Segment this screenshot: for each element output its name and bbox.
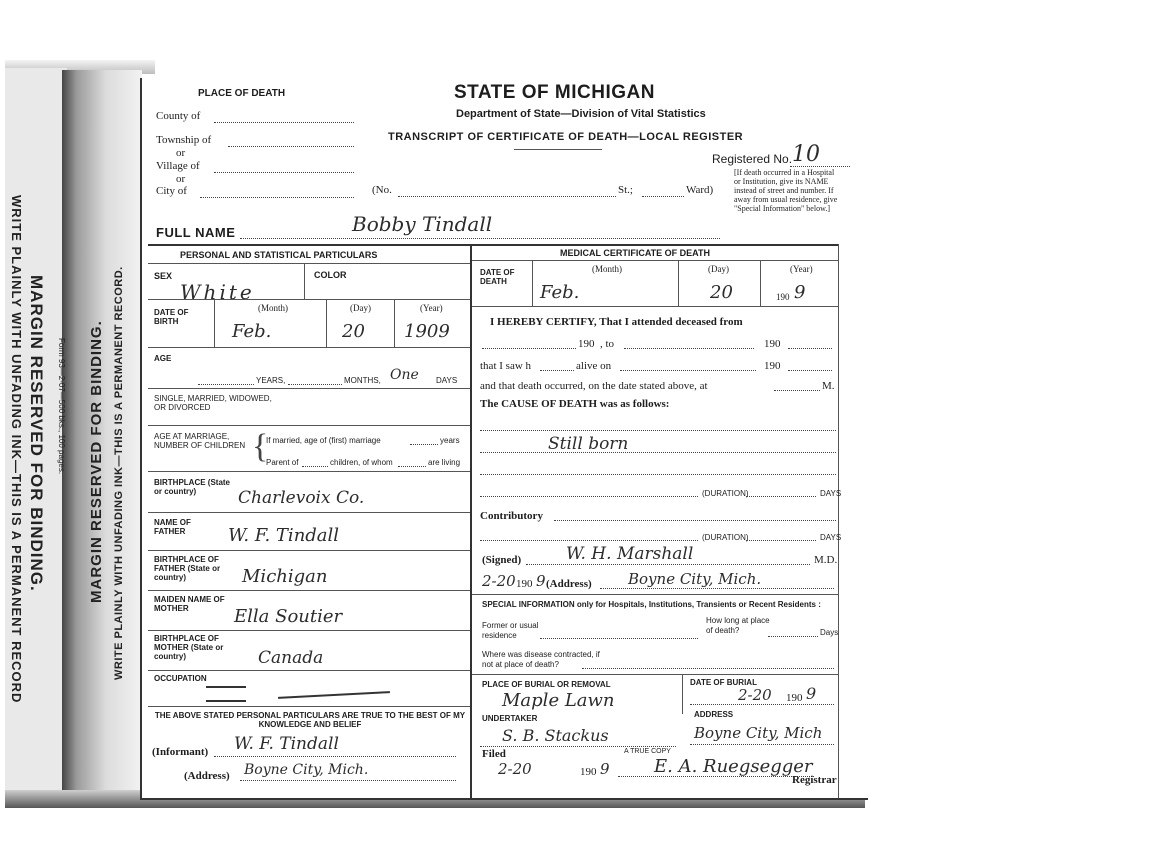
- medical-heading: MEDICAL CERTIFICATE OF DEATH: [560, 248, 710, 258]
- margin-write-outer: WRITE PLAINLY WITH UNFADING INK—THIS IS A PERMANENT RECORD: [9, 195, 24, 704]
- state-title: STATE OF MICHIGAN: [454, 82, 655, 103]
- registered-number: 10: [792, 142, 820, 167]
- from-190: 190: [578, 338, 595, 350]
- burial-year-suffix: 9: [806, 684, 817, 703]
- form-number: Form 93—2-07—500 bks., 100 pages.: [57, 338, 66, 475]
- sign-190: 190: [516, 578, 533, 590]
- alive-on-label: alive on: [576, 360, 612, 372]
- undertaker-address-label: ADDRESS: [694, 710, 734, 719]
- how-long-label: How long at place of death?: [706, 616, 770, 635]
- undertaker-label: UNDERTAKER: [482, 714, 538, 723]
- death-year-prefix: 190: [776, 292, 790, 302]
- full-name-label: FULL NAME: [156, 225, 236, 240]
- parent-of: Parent of: [266, 458, 299, 467]
- full-name-value: Bobby Tindall: [352, 212, 493, 236]
- contributory-label: Contributory: [480, 510, 543, 522]
- margin-binding-inner: MARGIN RESERVED FOR BINDING.: [88, 320, 105, 603]
- signed-label: (Signed): [482, 554, 522, 566]
- age-years: YEARS,: [256, 376, 286, 385]
- burial-date-label: DATE OF BURIAL: [690, 678, 757, 687]
- death-day-h: (Day): [708, 264, 729, 274]
- saw-label: that I saw h: [480, 360, 532, 372]
- street-st-label: St.;: [618, 184, 633, 196]
- father-birthplace-label: BIRTHPLACE OF FATHER (State or country): [154, 555, 221, 582]
- brace-icon: {: [252, 428, 269, 465]
- or-2: or: [176, 173, 186, 185]
- registrar-signature: E. A. Ruegsegger: [654, 756, 813, 777]
- age-days-value: One: [390, 367, 419, 383]
- to-190: 190: [764, 338, 781, 350]
- mother-birthplace-label: BIRTHPLACE OF MOTHER (State or country): [154, 634, 224, 661]
- informant-address-value: Boyne City, Mich.: [244, 762, 369, 778]
- registrar-label: Registrar: [792, 774, 837, 786]
- death-day: 20: [710, 282, 733, 303]
- dob-month-h: (Month): [258, 303, 288, 313]
- or-1: or: [176, 147, 186, 159]
- days-3: Days: [820, 628, 839, 637]
- dob-label: DATE OF BIRTH: [154, 308, 189, 326]
- filed-label: Filed: [482, 748, 506, 760]
- dob-year-h: (Year): [420, 303, 443, 313]
- dob-month: Feb.: [232, 321, 272, 342]
- age-marriage-label: AGE AT MARRIAGE, NUMBER OF CHILDREN: [154, 432, 246, 450]
- father-value: W. F. Tindall: [228, 525, 340, 546]
- where-contracted: Where was disease contracted, if not at place of death?: [482, 650, 600, 669]
- sign-date: 2-20: [482, 572, 516, 590]
- days-1: DAYS: [820, 489, 842, 498]
- days-2: DAYS: [820, 533, 842, 542]
- informant-label: (Informant): [152, 746, 209, 758]
- cause-intro: The CAUSE OF DEATH was as follows:: [480, 398, 670, 410]
- dob-day-h: (Day): [350, 303, 371, 313]
- occupation-strike: [278, 691, 390, 699]
- hospital-note: [If death occurred in a Hospital or Institution, give its NAME instead of street and number. If away from usual residence, give "Special Information" below.]: [734, 168, 838, 213]
- md-address-label: (Address): [546, 578, 592, 590]
- marital-label: SINGLE, MARRIED, WIDOWED, OR DIVORCED: [154, 394, 272, 412]
- mother-value: Ella Soutier: [234, 606, 343, 627]
- birthplace-label: BIRTHPLACE (State or country): [154, 478, 231, 496]
- township-label: Township of: [156, 134, 212, 146]
- age-days: DAYS: [436, 376, 458, 385]
- age-months: MONTHS,: [344, 376, 381, 385]
- death-year-suffix: 9: [794, 282, 806, 303]
- dob-day: 20: [342, 321, 365, 342]
- occupation-label: OCCUPATION: [154, 674, 207, 683]
- occupation-scribble: [206, 686, 246, 702]
- filed-value: 2-20: [498, 760, 532, 778]
- department-label: Department of State—Division of Vital Statistics: [456, 108, 706, 120]
- true-statement: THE ABOVE STATED PERSONAL PARTICULARS ARE TRUE TO THE BEST OF MY KNOWLEDGE AND BELIEF: [154, 711, 466, 729]
- death-month: Feb.: [540, 282, 580, 303]
- special-info: SPECIAL INFORMATION only for Hospitals, Institutions, Transients or Recent Residents :: [482, 600, 821, 609]
- margin-write-inner: WRITE PLAINLY WITH UNFADING INK—THIS IS A PERMANENT RECORD.: [113, 266, 125, 680]
- margin-binding-outer: MARGIN RESERVED FOR BINDING.: [27, 275, 46, 592]
- undertaker-value: S. B. Stackus: [502, 726, 609, 745]
- marriage-years: years: [440, 436, 460, 445]
- burial-190: 190: [786, 692, 803, 704]
- mother-label: MAIDEN NAME OF MOTHER: [154, 595, 225, 613]
- children-whom: children, of whom: [330, 458, 393, 467]
- death-certificate-form: [140, 78, 868, 800]
- filed-year-suffix: 9: [600, 760, 610, 778]
- md-label: M.D.: [814, 554, 838, 566]
- dob-year: 1909: [404, 321, 450, 342]
- md-address-value: Boyne City, Mich.: [628, 570, 762, 588]
- death-occurred-text: and that death occurred, on the date stated above, at: [480, 380, 708, 392]
- alive-190: 190: [764, 360, 781, 372]
- city-label: City of: [156, 185, 187, 197]
- burial-label: PLACE OF BURIAL OR REMOVAL: [482, 680, 611, 689]
- to-label: , to: [600, 338, 615, 350]
- personal-heading: PERSONAL AND STATISTICAL PARTICULARS: [180, 250, 378, 260]
- death-date-label: DATE OF DEATH: [480, 268, 515, 286]
- transcript-title: TRANSCRIPT OF CERTIFICATE OF DEATH—LOCAL REGISTER: [388, 131, 744, 143]
- informant-value: W. F. Tindall: [234, 734, 339, 754]
- sex-label: SEX: [154, 271, 173, 281]
- street-no-label: (No.: [372, 184, 392, 196]
- certify-text: I HEREBY CERTIFY, That I attended deceased from: [490, 316, 743, 328]
- village-label: Village of: [156, 160, 200, 172]
- registered-label: Registered No.: [712, 152, 793, 166]
- filed-190: 190: [580, 766, 597, 778]
- undertaker-address-value: Boyne City, Mich: [694, 724, 823, 742]
- former-residence-label: Former or usual residence: [482, 621, 539, 640]
- meridiem-m: M.: [822, 380, 835, 392]
- burial-value: Maple Lawn: [502, 690, 615, 711]
- place-of-death-label: PLACE OF DEATH: [198, 88, 286, 99]
- death-month-h: (Month): [592, 264, 622, 274]
- birthplace-value: Charlevoix Co.: [238, 488, 365, 508]
- sex-value: White: [180, 280, 255, 304]
- duration-1: (DURATION): [702, 489, 749, 498]
- county-label: County of: [156, 110, 201, 122]
- father-birthplace-value: Michigan: [242, 566, 328, 587]
- true-copy: A TRUE COPY: [624, 748, 671, 755]
- color-label: COLOR: [314, 270, 347, 280]
- burial-date-value: 2-20: [738, 686, 772, 704]
- are-living: are living: [428, 458, 461, 467]
- sign-year-suffix: 9: [536, 572, 546, 590]
- cause-value: Still born: [548, 434, 629, 454]
- if-married-label: If married, age of (first) marriage: [266, 436, 381, 445]
- ward-label: Ward): [686, 184, 714, 196]
- mother-birthplace-value: Canada: [258, 648, 324, 668]
- father-label: NAME OF FATHER: [154, 518, 191, 536]
- informant-address-label: (Address): [184, 770, 230, 782]
- duration-2: (DURATION): [702, 533, 749, 542]
- signed-value: W. H. Marshall: [566, 544, 694, 564]
- death-year-h: (Year): [790, 264, 813, 274]
- age-label: AGE: [154, 354, 172, 363]
